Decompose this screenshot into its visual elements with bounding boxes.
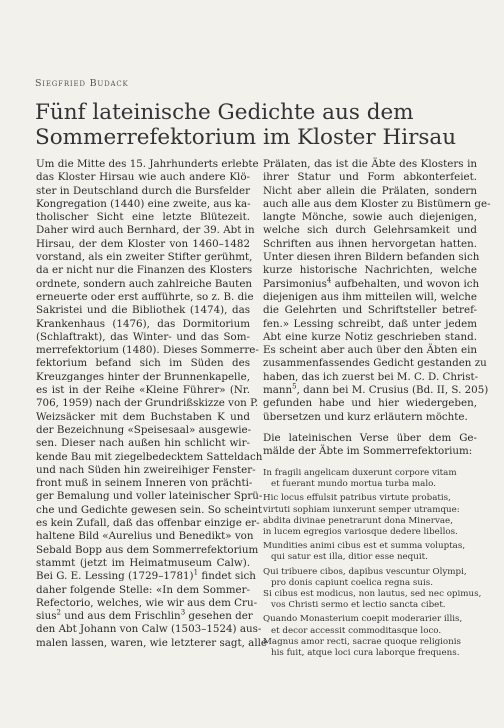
body-line: Krankenhaus (1476), das Dormitorium [36,317,250,330]
body-text: Parsimonius [263,277,327,290]
footnote-ref-4: 4 [326,276,332,285]
body-line: stammt (jetzt im Heimatmuseum Calw). [36,556,250,569]
body-line: (Schlaftrakt), das Winter- und das Som- [36,330,250,343]
body-line: Weizsäcker mit dem Buchstaben K und [36,410,250,423]
poem-line: In fragili angelicam duxerunt corpore vitam [263,468,457,478]
poem-line: et decor accessit commoditasque loco. [271,625,442,636]
body-line: es kein Zufall, daß das offenbar einzige er- [36,517,260,530]
body-line [263,382,489,397]
body-line: übersetzen und kurz erläutern möchte. [263,410,468,423]
body-line [263,276,480,291]
body-line: malen lassen, waren, wie letzterer sagt, alle [36,636,267,649]
body-line: Schriften aus ihnen hervorgetan hatten. [263,237,477,250]
body-line [36,608,253,623]
body-line: Refectorio, welches, wie wir aus dem Cru- [36,596,258,609]
body-text: mann [263,384,293,397]
body-line: kende Bau mit ziegelbedecktem Satteldach [36,450,263,463]
poem-line: Si cibus est modicus, non lautus, sed nec opimus, [263,589,482,600]
body-line: Sakristei und die Bibliothek (1474), das [36,304,250,317]
body-line: Um die Mitte des 15. Jahrhunderts erlebte [36,158,259,170]
body-text: und aus dem Frischlin [60,610,181,623]
article-title [35,100,485,150]
body-line: der Bezeichnung «Speisesaal» ausgewie- [36,423,252,436]
poem-line: virtuti sophiam iunxerunt semper utramque: [263,504,460,515]
body-line: vorstand, als ein zweiter Stifter gerühmt, [36,251,253,264]
body-line: haben, das ich zuerst bei M. C. D. Christ- [263,370,479,383]
body-line: Daher wird auch Bernhard, der 39. Abt in [36,224,255,237]
poem-line: abdita divinae penetrarunt dona Minervae, [263,515,453,526]
body-text: gesehen der [185,610,253,623]
footnote-ref-5: 5 [292,382,297,391]
left-column [36,158,267,650]
body-line: fen.» Lessing schreibt, daß unter jedem [263,317,477,330]
body-line: welche sich durch Gelehrsamkeit und [263,224,477,237]
poem-line: in lucem egregios variosque dedere libellos. [263,527,458,538]
body-line: es ist in der Reihe «Kleine Führer» (Nr. [36,384,250,397]
body-line: kurze historische Nachrichten, welche [263,264,477,277]
body-line: auch alle aus dem Kloster zu Bistümern ge- [263,197,491,210]
title-line-1: Fünf lateinische Gedichte aus dem [35,100,414,125]
body-line: da er nicht nur die Finanzen des Klosters [36,264,253,277]
body-line: diejenigen aus ihm mitteilen will, welche [263,290,478,303]
poem-line: pro donis capiunt coelica regna suis. [271,577,433,588]
author-name: Siegfried Budack [35,78,129,89]
body-line: zusammenfassendes Gedicht gestanden zu [263,357,487,370]
body-line: und nach Süden hin zweireihiger Fenster- [36,463,256,476]
body-line: ger Bemalung und voller lateinischer Sprü- [36,490,263,503]
poem-line: Qui tribuere cibos, dapibus vescuntur Olympi, [263,566,467,577]
body-line: haltene Bild «Aurelius und Benedikt» von [36,530,254,543]
body-text: findet sich [198,570,256,583]
title-line-2: Sommerrefektorium im Kloster Hirsau [35,125,457,150]
body-line: daher folgende Stelle: «In dem Sommer- [36,583,250,596]
body-line: den Abt Johann von Calw (1503–1524) aus- [36,623,262,636]
body-line: Kongregation (1440) eine zweite, aus ka- [36,197,251,210]
footnote-ref-1: 1 [193,568,199,577]
body-line: langte Mönche, sowie auch diejenigen, [263,211,477,224]
body-line: Es scheint aber auch über den Äbten ein [263,344,477,357]
verse-intro-line: mälde der Äbte im Sommerrefektorium: [263,445,473,458]
latin-poem [263,468,488,659]
body-line: gefunden habe und hier wiedergeben, [263,397,477,410]
body-line: sen. Dieser nach außen hin schlicht wir- [36,437,250,450]
body-line: Unter diesen ihren Bildern befanden sich [263,251,480,264]
body-line: Kreuzganges hinter der Brunnenkapelle, [36,370,250,383]
body-line: Hirsau, der dem Kloster von 1460–1482 [36,237,250,250]
body-text: , dann bei M. Crusius (Bd. II, S. 205) [296,384,489,397]
poem-line: Mundities animi cibus est et summa voluptas, [263,541,466,552]
body-text: Bei G. E. Lessing (1729–1781) [36,570,194,583]
body-text: aufbehalten, und wovon ich [331,277,480,290]
poem-line: qui satur est illa, ditior esse nequit. [271,552,428,563]
body-text: sius [36,610,57,623]
body-line: che und Gedichte gewesen sein. So scheint [36,503,263,516]
poem-line: his fuit, atque loci cura laborque frequens. [271,648,460,659]
verse-intro-line: Die lateinischen Verse über dem Ge- [263,431,477,444]
poem-line: et fuerant mundo mortua turba malo. [271,479,436,490]
body-line: Prälaten, das ist die Äbte des Klosters in [263,158,477,170]
body-line: Nicht aber allein die Prälaten, sondern [263,184,477,197]
poem-line: Quando Monasterium coepit moderarier illis, [263,614,463,625]
body-line: die Gelehrten und Schriftsteller betref- [263,304,477,317]
poem-line: vos Christi sermo et lectio sancta cibet. [271,600,446,611]
footnote-ref-2: 2 [56,608,61,617]
body-line [36,568,256,583]
body-line: ster in Deutschland durch die Bursfelder [36,184,250,197]
right-column [263,158,491,459]
poem-line: Magnus amor recti, sacrae quoque religionis [263,636,461,647]
poem-line: Hic locus effulsit patribus virtute probatis, [263,493,451,504]
footnote-ref-3: 3 [180,608,186,617]
body-line: Abt eine kurze Notiz geschrieben stand. [263,330,477,343]
body-line: fektorium befand sich im Süden des [36,357,250,370]
body-line: merrefektorium (1480). Dieses Sommerre- [36,344,259,357]
body-line: erneuerte oder erst aufführte, so z. B. die [36,290,254,303]
body-line: tholischer Sicht eine letzte Blütezeit. [36,211,250,224]
body-line: ordnete, sondern auch zahlreiche Bauten [36,277,253,290]
body-line: front muß in seinem Inneren von prächti- [36,477,253,490]
body-line: ihrer Statur und Form abkonterfeiet. [263,171,477,184]
body-line: 706, 1959) nach der Grundrißskizze von P. [36,397,259,410]
body-line: Sebald Bopp aus dem Sommerrefektorium [36,543,259,556]
body-line: das Kloster Hirsau wie auch andere Klö- [36,171,250,184]
